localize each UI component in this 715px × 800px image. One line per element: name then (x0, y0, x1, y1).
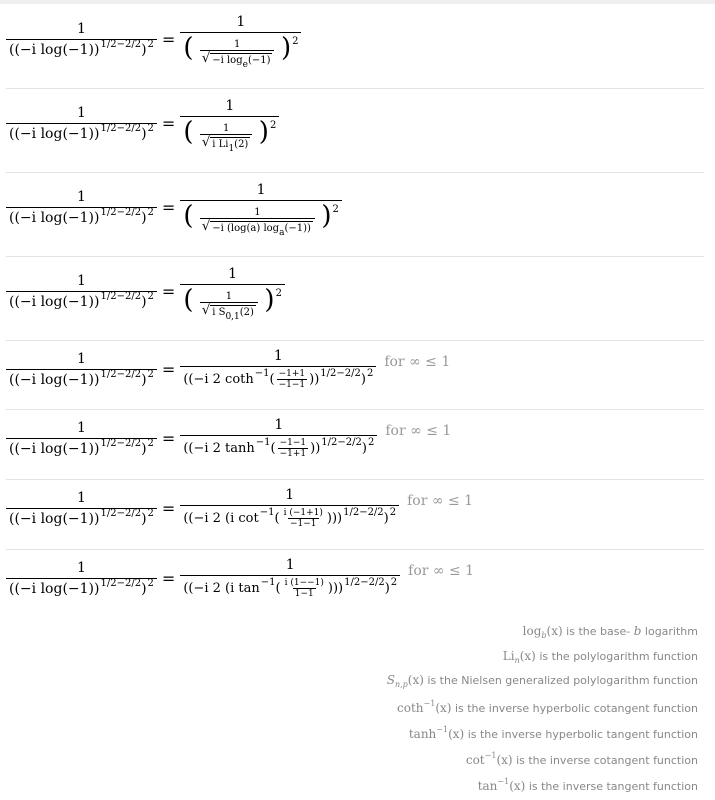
rhs-fraction (180, 487, 399, 529)
lhs-fraction (6, 189, 157, 226)
equals-sign: = (161, 282, 176, 302)
rhs-denominator: ((−i 2 (i $\cot^{-1}$( $\frac{i (-1+1)}{-1-1}$ )))$^{1/2-2/2}$)$^2$ (180, 505, 399, 529)
lhs-fraction (6, 490, 157, 527)
lhs-numerator: 1 (76, 273, 86, 290)
lhs-fraction (6, 273, 157, 310)
rhs-denominator: ( 1 √ i S0,1(2) )$^2$ (180, 284, 285, 318)
rhs-fraction (180, 417, 377, 459)
identity-row-6 (6, 409, 704, 480)
lhs-denominator: ((−i log(−1))$^{1/2-2/2}$)$^2$ (6, 207, 157, 226)
identity-row-5 (6, 340, 704, 410)
identity-row-1 (6, 4, 704, 89)
rhs-numerator: 1 (274, 417, 284, 433)
identity-row-3 (6, 172, 704, 257)
legend-arccoth: coth$^{-1}$(x) is the inverse hyperbolic cotangent function (397, 699, 698, 715)
rhs-denominator: ((−i 2 coth$^{-1}$( $\frac{-1+1}{-1-1}$ ))$^{1/2-2/2}$)$^2$ (180, 366, 376, 390)
rhs-numerator: 1 (285, 557, 295, 573)
lhs-denominator: ((−i log(−1))$^{1/2-2/2}$)$^2$ (6, 291, 157, 310)
condition-text: for ∞ ≤ 1 (407, 493, 474, 509)
rhs-numerator: 1 (236, 14, 246, 30)
lhs-denominator: ((−i log(−1))$^{1/2-2/2}$)$^2$ (6, 508, 157, 527)
identity-row-4 (6, 256, 704, 341)
rhs-fraction (180, 98, 279, 154)
condition-text: for ∞ ≤ 1 (385, 423, 452, 439)
lhs-numerator: 1 (76, 489, 86, 506)
legend-arctanh: $\tanh^{-1}(x)$ is the inverse hyperbolic tangent function (408, 725, 698, 741)
lhs-fraction (6, 351, 157, 388)
equals-sign: = (161, 498, 176, 518)
identity-row-7 (6, 479, 704, 550)
lhs-fraction (6, 21, 157, 58)
lhs-numerator: 1 (76, 559, 86, 576)
rhs-denominator: ( 1 √ i Li1(2) )$^2$ (180, 116, 279, 150)
equals-sign: = (161, 359, 176, 379)
equals-sign: = (161, 198, 176, 218)
lhs-denominator: ((−i log(−1))$^{1/2-2/2}$)$^2$ (6, 369, 157, 388)
equals-sign: = (161, 568, 176, 588)
lhs-fraction (6, 105, 157, 142)
lhs-numerator: 1 (76, 105, 86, 122)
condition-text: for ∞ ≤ 1 (384, 354, 451, 370)
lhs-denominator: ((−i log(−1))$^{1/2-2/2}$)$^2$ (6, 438, 157, 457)
condition-text: for ∞ ≤ 1 (408, 563, 475, 579)
legend-arctan: $\tan^{-1}(x)$ is the inverse tangent function (477, 777, 698, 793)
rhs-denominator: ( 1 √ −i (log(a) loga(−1)) )$^2$ (180, 200, 342, 234)
lhs-fraction (6, 420, 157, 457)
rhs-numerator: 1 (225, 98, 235, 114)
equals-sign: = (161, 30, 176, 50)
lhs-numerator: 1 (76, 189, 86, 206)
lhs-denominator: ((−i log(−1))$^{1/2-2/2}$)$^2$ (6, 578, 157, 597)
lhs-denominator: ((−i log(−1))$^{1/2-2/2}$)$^2$ (6, 123, 157, 142)
rhs-fraction (180, 557, 400, 599)
equals-sign: = (161, 114, 176, 134)
lhs-fraction (6, 560, 157, 597)
rhs-denominator: ((−i 2 $\tanh^{-1}$( $\frac{-1-1}{-1+1}$ ))$^{1/2-2/2}$)$^2$ (180, 435, 377, 459)
legend-log: $\log_b(x)$ is the base- b logarithm (522, 624, 698, 640)
lhs-numerator: 1 (76, 419, 86, 436)
legend-polylog: $Li_n(x)$ is the polylogarithm function (502, 649, 698, 665)
legend-nielsen: $S_{n,p}(x)$ is the Nielsen generalized polylogarithm function (386, 673, 698, 689)
rhs-numerator: 1 (256, 182, 266, 198)
legend-arccot: $\cot^{-1}(x)$ is the inverse cotangent function (465, 751, 698, 767)
identity-row-2 (6, 88, 704, 173)
rhs-fraction (180, 266, 285, 322)
rhs-numerator: 1 (228, 266, 238, 282)
rhs-fraction (180, 348, 376, 390)
identity-row-8 (6, 549, 704, 619)
rhs-denominator: ( 1 √ −i loge(−1) )$^2$ (180, 32, 301, 66)
lhs-numerator: 1 (76, 21, 86, 38)
lhs-numerator: 1 (76, 350, 86, 367)
rhs-fraction (180, 14, 301, 70)
rhs-fraction (180, 182, 342, 238)
rhs-numerator: 1 (285, 487, 295, 503)
rhs-denominator: ((−i 2 (i $\tan^{-1}$( $\frac{i (1--1)}{1-1}$ )))$^{1/2-2/2}$)$^2$ (180, 575, 400, 599)
equals-sign: = (161, 428, 176, 448)
rhs-numerator: 1 (273, 348, 283, 364)
lhs-denominator: ((−i log(−1))$^{1/2-2/2}$)$^2$ (6, 39, 157, 58)
